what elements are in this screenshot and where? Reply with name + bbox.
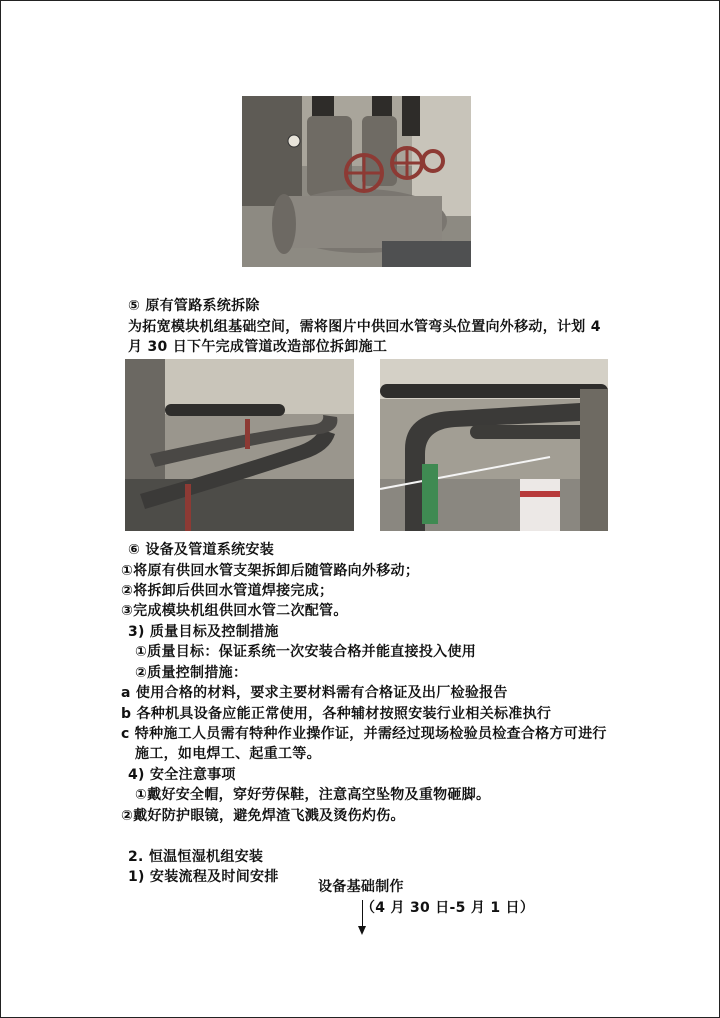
quality-item-b: b 各种机具设备应能正常使用，各种辅材按照安装行业相关标准执行: [121, 706, 552, 722]
quality-item-c-line2: 施工，如电焊工、起重工等。: [135, 746, 321, 762]
pipe-bend-photo-2: [380, 359, 608, 531]
safety-item-1: ①戴好安全帽，穿好劳保鞋，注意高空坠物及重物砸脚。: [135, 787, 491, 803]
quality-goal: ①质量目标：保证系统一次安装合格并能直接投入使用: [135, 644, 477, 660]
section6-item-2: ②将拆卸后供回水管道焊接完成；: [121, 583, 334, 599]
quality-measures-title: ②质量控制措施：: [135, 665, 248, 681]
quality-heading: 3) 质量目标及控制措施: [128, 624, 279, 640]
flow-step-1-time: （4 月 30 日-5 月 1 日）: [361, 900, 535, 916]
section6-item-3: ③完成模块机组供回水管二次配管。: [121, 603, 348, 619]
section6-item-1: ①将原有供回水管支架拆卸后随管路向外移动；: [121, 563, 420, 579]
section2-subheading: 1) 安装流程及时间安排: [128, 869, 279, 885]
section6-heading: ⑥ 设备及管道系统安装: [128, 542, 275, 558]
section5-para-line2: 月 30 日下午完成管道改造部位拆卸施工: [128, 339, 388, 355]
section2-heading: 2. 恒温恒湿机组安装: [128, 849, 264, 865]
section5-para-line1: 为拓宽模块机组基础空间，需将图片中供回水管弯头位置向外移动，计划 4: [128, 319, 601, 335]
safety-heading: 4) 安全注意事项: [128, 767, 236, 783]
section5-heading: ⑤ 原有管路系统拆除: [128, 298, 260, 314]
valve-manifold-photo: [242, 96, 471, 267]
flow-arrow-down-icon: [358, 926, 366, 935]
pipe-bend-photo-1: [125, 359, 354, 531]
safety-item-2: ②戴好防护眼镜，避免焊渣飞溅及烫伤灼伤。: [121, 808, 405, 824]
quality-item-c-line1: c 特种施工人员需有特种作业操作证，并需经过现场检验员检查合格方可进行: [121, 726, 607, 742]
quality-item-a: a 使用合格的材料，要求主要材料需有合格证及出厂检验报告: [121, 685, 508, 701]
flow-step-1: 设备基础制作: [318, 879, 404, 895]
